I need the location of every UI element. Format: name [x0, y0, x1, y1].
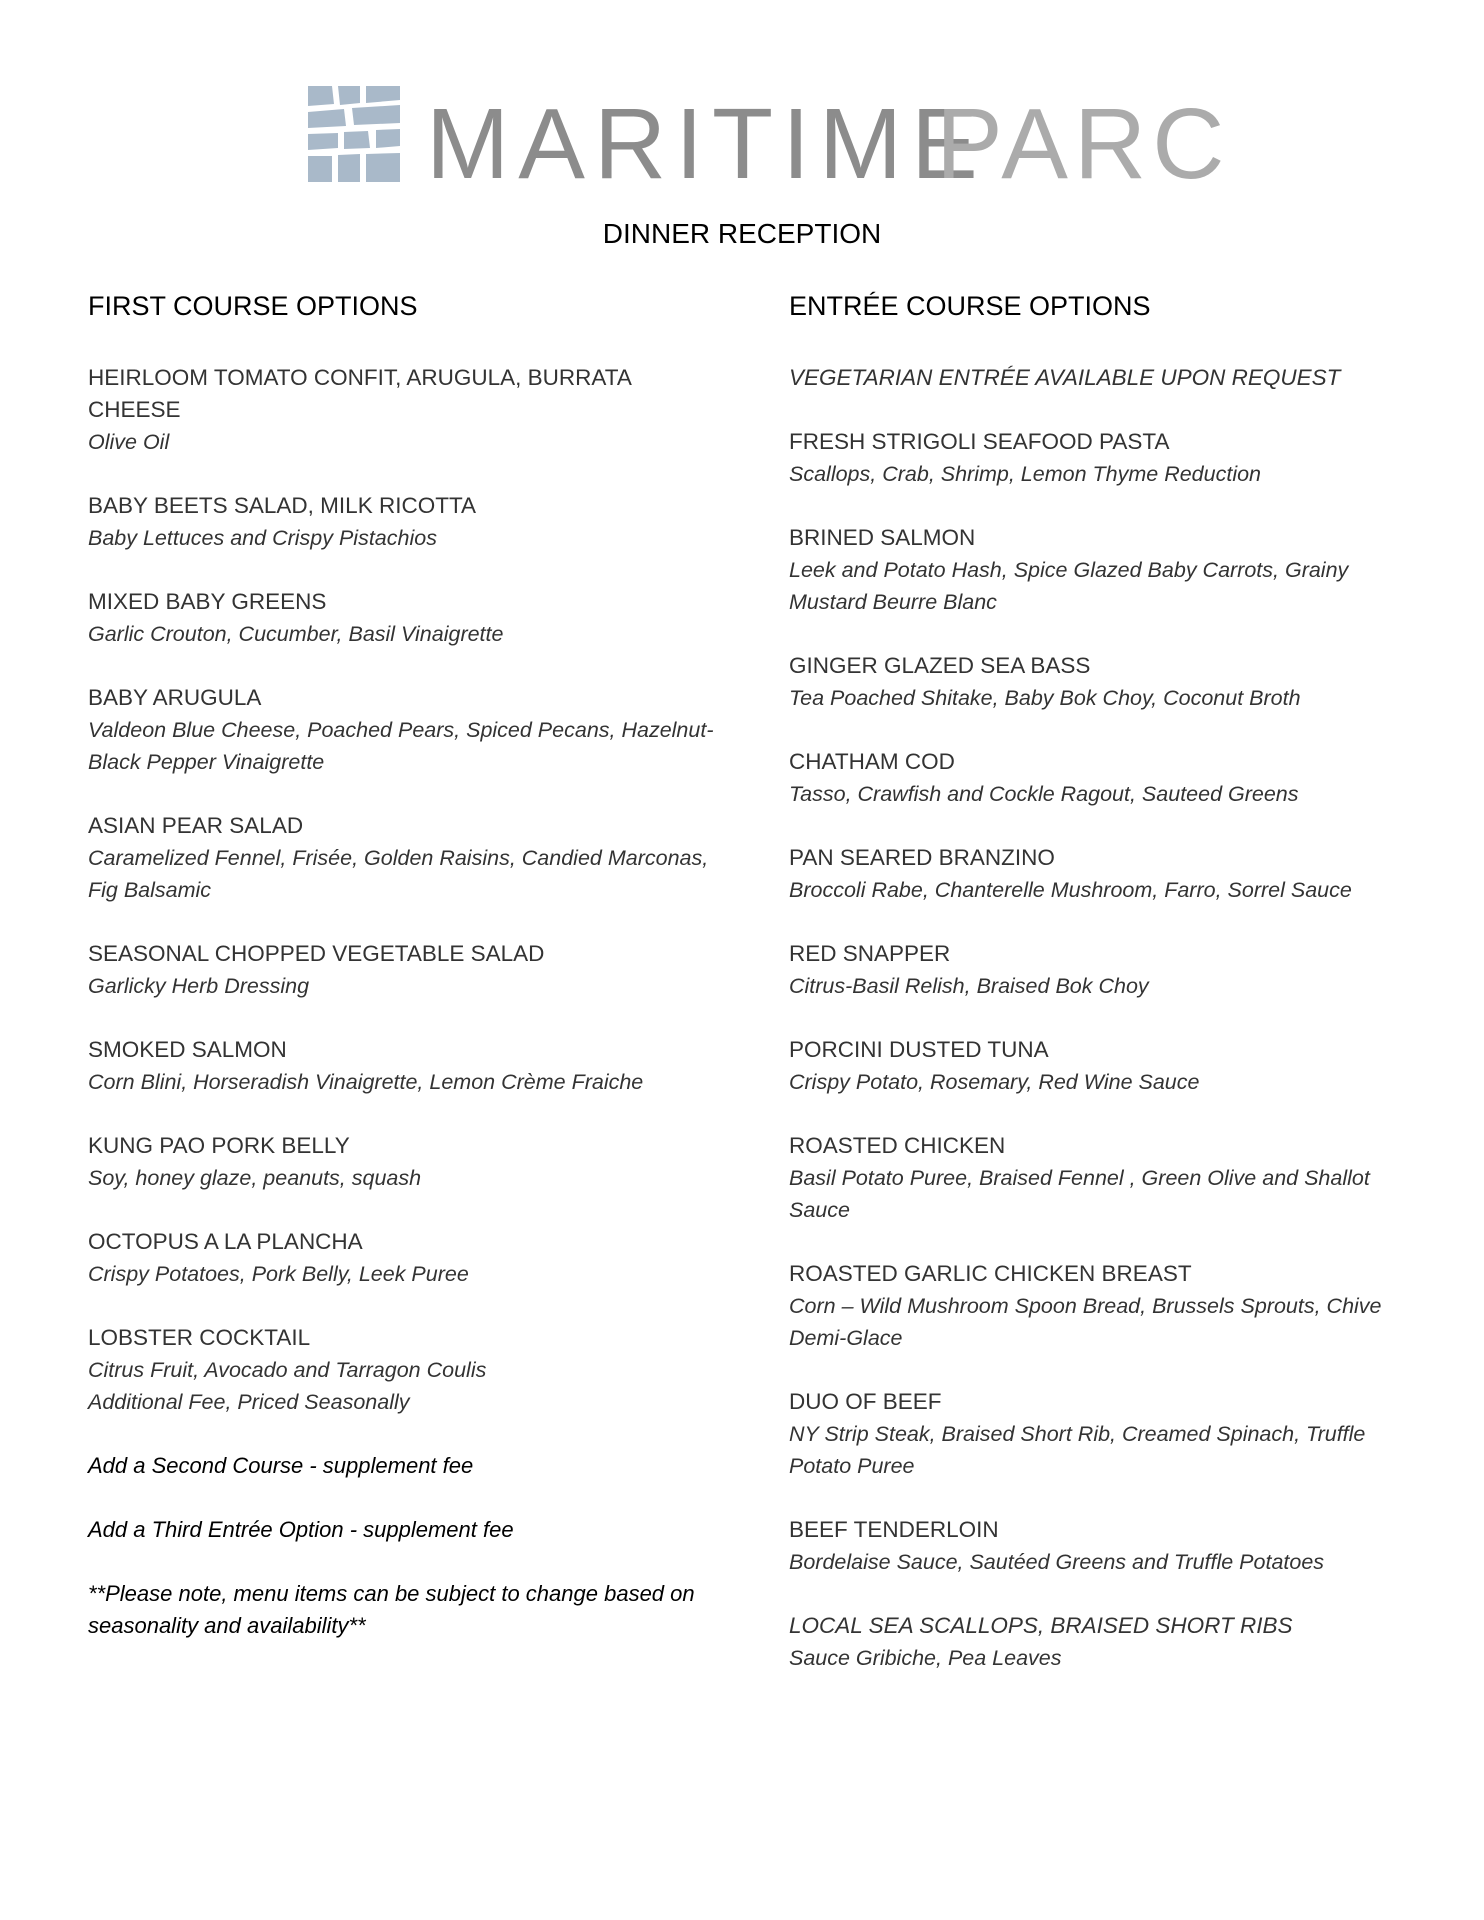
menu-item: [789, 1130, 1409, 1226]
item-desc: Broccoli Rabe, Chanterelle Mushroom, Farro, Sorrel Sauce: [789, 878, 1352, 902]
logo-text-bold: MARITIME: [426, 88, 987, 200]
menu-item: [88, 586, 728, 650]
item-desc: Corn Blini, Horseradish Vinaigrette, Lemon Crème Fraiche: [88, 1070, 644, 1094]
menu-item: [88, 1130, 728, 1194]
supplement-note: Add a Second Course - supplement fee: [88, 1453, 474, 1478]
item-name: SMOKED SALMON: [88, 1037, 287, 1062]
item-name: ROASTED CHICKEN: [789, 1133, 1006, 1158]
item-desc: Garlic Crouton, Cucumber, Basil Vinaigrette: [88, 622, 504, 646]
item-name: KUNG PAO PORK BELLY: [88, 1133, 350, 1158]
item-name: ASIAN PEAR SALAD: [88, 813, 304, 838]
item-desc: NY Strip Steak, Braised Short Rib, Creamed Spinach, Truffle Potato Puree: [789, 1422, 1366, 1478]
item-desc: Soy, honey glaze, peanuts, squash: [88, 1166, 422, 1190]
menu-item: [789, 650, 1409, 714]
item-desc: Olive Oil: [88, 430, 170, 454]
menu-item: [88, 1034, 728, 1098]
item-name: FRESH STRIGOLI SEAFOOD PASTA: [789, 429, 1170, 454]
item-name: PAN SEARED BRANZINO: [789, 845, 1055, 870]
menu-item: [789, 1514, 1409, 1578]
item-desc: Tea Poached Shitake, Baby Bok Choy, Coconut Broth: [789, 686, 1301, 710]
item-name: OCTOPUS A LA PLANCHA: [88, 1229, 363, 1254]
item-name: RED SNAPPER: [789, 941, 951, 966]
item-desc: Baby Lettuces and Crispy Pistachios: [88, 526, 437, 550]
item-desc: Citrus-Basil Relish, Braised Bok Choy: [789, 974, 1149, 998]
item-desc: Sauce Gribiche, Pea Leaves: [789, 1646, 1062, 1670]
logo-mark-icon: [308, 86, 400, 182]
item-name: DUO OF BEEF: [789, 1389, 942, 1414]
item-desc: Crispy Potatoes, Pork Belly, Leek Puree: [88, 1262, 469, 1286]
item-desc: Corn – Wild Mushroom Spoon Bread, Brussels Sprouts, Chive Demi-Glace: [789, 1294, 1382, 1350]
item-desc: Citrus Fruit, Avocado and Tarragon Coulis: [88, 1358, 487, 1382]
first-course-section: [88, 288, 728, 1674]
item-desc: Garlicky Herb Dressing: [88, 974, 310, 998]
item-name: CHATHAM COD: [789, 749, 955, 774]
vegetarian-note-item: [789, 362, 1409, 394]
item-name: SEASONAL CHOPPED VEGETABLE SALAD: [88, 941, 545, 966]
menu-item: [88, 810, 728, 906]
menu-item: [88, 682, 728, 778]
item-desc: Caramelized Fennel, Frisée, Golden Raisins, Candied Marconas, Fig Balsamic: [88, 846, 709, 902]
menu-item: [88, 490, 728, 554]
item-name: ROASTED GARLIC CHICKEN BREAST: [789, 1261, 1192, 1286]
item-name: LOBSTER COCKTAIL: [88, 1325, 311, 1350]
item-name: BEEF TENDERLOIN: [789, 1517, 999, 1542]
disclaimer-note: **Please note, menu items can be subject to change based on seasonality and availability**: [88, 1581, 695, 1638]
item-name: MIXED BABY GREENS: [88, 589, 327, 614]
item-name: LOCAL SEA SCALLOPS, BRAISED SHORT RIBS: [789, 1613, 1293, 1638]
item-desc: Tasso, Crawfish and Cockle Ragout, Sauteed Greens: [789, 782, 1299, 806]
vegetarian-note: VEGETARIAN ENTRÉE AVAILABLE UPON REQUEST: [789, 365, 1341, 390]
entree-course-heading: ENTRÉE COURSE OPTIONS: [789, 291, 1151, 321]
item-name: PORCINI DUSTED TUNA: [789, 1037, 1049, 1062]
menu-item: [789, 522, 1409, 618]
menu-item: [88, 938, 728, 1002]
item-fee-note: Additional Fee, Priced Seasonally: [88, 1390, 410, 1414]
entree-course-section: [789, 288, 1409, 1706]
item-name: BRINED SALMON: [789, 525, 976, 550]
item-desc: Basil Potato Puree, Braised Fennel , Green Olive and Shallot Sauce: [789, 1166, 1370, 1222]
item-name: GINGER GLAZED SEA BASS: [789, 653, 1091, 678]
item-name: HEIRLOOM TOMATO CONFIT, ARUGULA, BURRATA CHEESE: [88, 365, 631, 422]
item-name: BABY ARUGULA: [88, 685, 262, 710]
page-title: DINNER RECEPTION: [602, 218, 882, 249]
first-course-heading: FIRST COURSE OPTIONS: [88, 291, 418, 321]
menu-item: [789, 1386, 1409, 1482]
menu-item: [88, 362, 728, 458]
menu-item: [789, 938, 1409, 1002]
item-desc: Scallops, Crab, Shrimp, Lemon Thyme Reduction: [789, 462, 1262, 486]
logo-text-light: PARC: [936, 88, 1231, 200]
menu-item: [789, 746, 1409, 810]
item-desc: Valdeon Blue Cheese, Poached Pears, Spiced Pecans, Hazelnut-Black Pepper Vinaigrette: [88, 718, 714, 774]
menu-item: [789, 426, 1409, 490]
item-desc: Leek and Potato Hash, Spice Glazed Baby Carrots, Grainy Mustard Beurre Blanc: [789, 558, 1349, 614]
brand-logo: [308, 86, 1231, 200]
menu-item: [88, 1226, 728, 1290]
menu-item: [88, 1322, 728, 1418]
supplement-note: Add a Third Entrée Option - supplement fee: [88, 1517, 514, 1542]
item-desc: Bordelaise Sauce, Sautéed Greens and Truffle Potatoes: [789, 1550, 1325, 1574]
item-desc: Crispy Potato, Rosemary, Red Wine Sauce: [789, 1070, 1200, 1094]
menu-item: [789, 1610, 1409, 1674]
item-name: BABY BEETS SALAD, MILK RICOTTA: [88, 493, 477, 518]
menu-item: [789, 1034, 1409, 1098]
menu-item: [789, 1258, 1409, 1354]
menu-item: [789, 842, 1409, 906]
